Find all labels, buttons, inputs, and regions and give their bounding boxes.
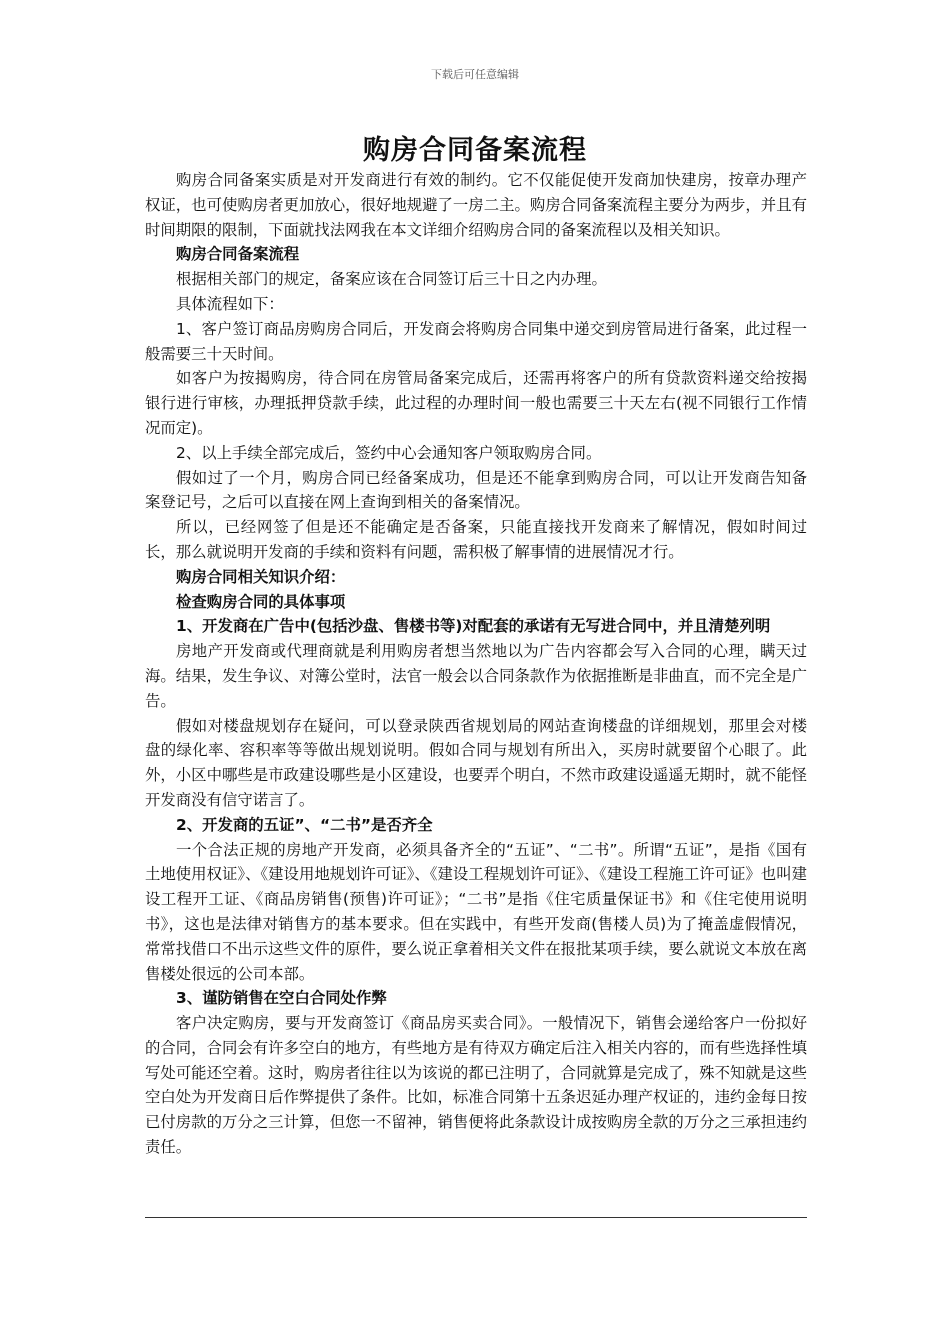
- paragraph: 假如过了一个月，购房合同已经备案成功，但是还不能拿到购房合同，可以让开发商告知备案登记号，之后可以直接在网上查询到相关的备案情况。: [145, 468, 807, 512]
- header-note: 下载后可任意编辑: [431, 68, 519, 81]
- paragraph: 购房合同备案实质是对开发商进行有效的制约。它不仅能促使开发商加快建房，按章办理产权证，也可使购房者更加放心，很好地规避了一房二主。购房合同备案流程主要分为两步，并且有时间期限的限制，下面就找法网我在本文详细介绍购房合同的备案流程以及相关知识。: [145, 171, 807, 239]
- section-heading: 2、开发商的五证”、“二书”是否齐全: [176, 815, 433, 834]
- footer-divider: [145, 1217, 807, 1218]
- paragraph: 根据相关部门的规定，备案应该在合同签订后三十日之内办理。: [176, 270, 607, 289]
- section-heading: 3、谨防销售在空白合同处作弊: [176, 989, 387, 1008]
- document-body: [145, 168, 807, 1160]
- paragraph: 客户决定购房，要与开发商签订《商品房买卖合同》。一般情况下，销售会递给客户一份拟好的合同，合同会有许多空白的地方，有些地方是有待双方确定后注入相关内容的，而有些选择性填写处可能还空着。这时，购房者往往以为该说的都已注明了，合同就算是完成了，殊不知就是这些空白处为开发商日后作弊提供了条件。比如，标准合同第十五条迟延办理产权证的，违约金每日按已付房款的万分之三计算，但您一不留神，销售便将此条款设计成按购房全款的万分之三承担违约责任。: [145, 1014, 807, 1157]
- paragraph: 房地产开发商或代理商就是利用购房者想当然地以为广告内容都会写入合同的心理，瞒天过海。结果，发生争议、对簿公堂时，法官一般会以合同条款作为依据推断是非曲直，而不完全是广告。: [145, 642, 807, 710]
- paragraph: 一个合法正规的房地产开发商，必须具备齐全的“五证”、“二书”。所谓“五证”，是指《国有土地使用权证》、《建设用地规划许可证》、《建设工程规划许可证》、《建设工程施工许可证》也叫建设工程开工证、《商品房销售(预售)许可证》；“二书”是指《住宅质量保证书》和《住宅使用说明书》，这也是法律对销售方的基本要求。但在实践中，有些开发商(售楼人员)为了掩盖虚假情况，常常找借口不出示这些文件的原件，要么说正拿着相关文件在报批某项手续，要么就说文本放在离售楼处很远的公司本部。: [145, 840, 807, 983]
- paragraph: 具体流程如下：: [176, 294, 284, 313]
- section-heading: 购房合同相关知识介绍：: [176, 567, 346, 586]
- paragraph: 假如对楼盘规划存在疑问，可以登录陕西省规划局的网站查询楼盘的详细规划，那里会对楼盘的绿化率、容积率等等做出规划说明。假如合同与规划有所出入，买房时就要留个心眼了。此外，小区中哪些是市政建设哪些是小区建设，也要弄个明白，不然市政建设遥遥无期时，就不能怪开发商没有信守诺言了。: [145, 716, 807, 809]
- paragraph: 所以，已经网签了但是还不能确定是否备案，只能直接找开发商来了解情况，假如时间过长，那么就说明开发商的手续和资料有问题，需积极了解事情的进展情况才行。: [145, 518, 807, 561]
- section-heading: 1、开发商在广告中(包括沙盘、售楼书等)对配套的承诺有无写进合同中，并且清楚列明: [176, 617, 771, 636]
- paragraph: 2、以上手续全部完成后，签约中心会通知客户领取购房合同。: [176, 443, 602, 462]
- section-heading: 检查购房合同的具体事项: [176, 592, 346, 611]
- paragraph: 1、客户签订商品房购房合同后，开发商会将购房合同集中递交到房管局进行备案，此过程一般需要三十天时间。: [145, 319, 807, 363]
- paragraph: 如客户为按揭购房，待合同在房管局备案完成后，还需再将客户的所有贷款资料递交给按揭银行进行审核，办理抵押贷款手续，此过程的办理时间一般也需要三十天左右(视不同银行工作情况而定)。: [145, 369, 807, 437]
- section-heading: 购房合同备案流程: [176, 245, 300, 264]
- document-title: 购房合同备案流程: [363, 135, 587, 166]
